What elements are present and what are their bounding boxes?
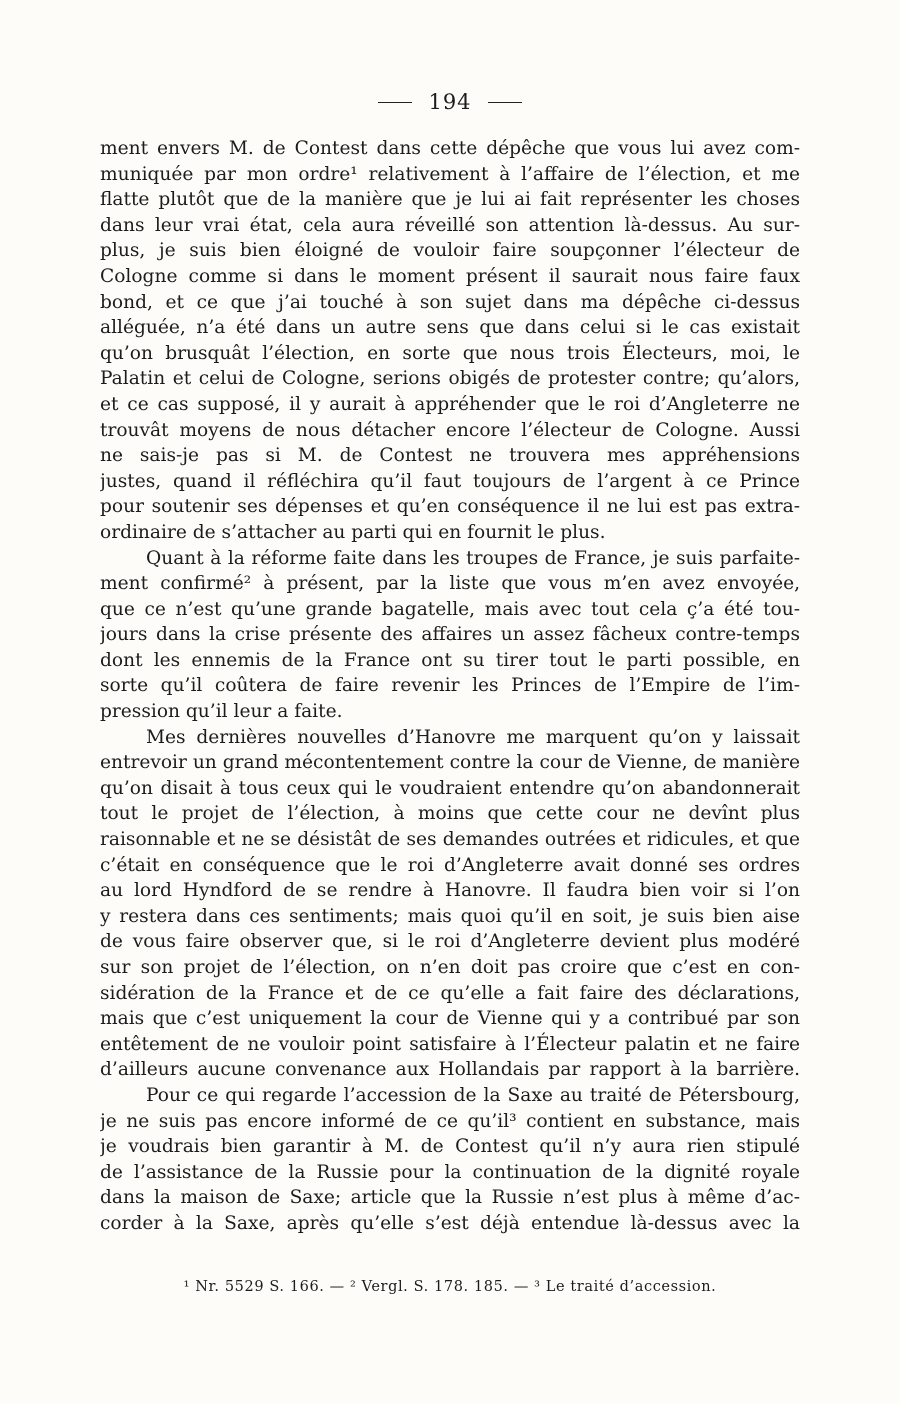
text-line: qu’on disait à tous ceux qui le voudraient entendre qu’on abandonnerait (100, 777, 800, 799)
page-number: 194 (428, 90, 472, 114)
text-line: c’était en conséquence que le roi d’Angleterre avait donné ses ordres (100, 854, 800, 876)
text-line: entrevoir un grand mécontentement contre la cour de Vienne, de manière (100, 752, 800, 774)
text-line: dans la maison de Saxe; article que la Russie n’est plus à même d’ac- (100, 1187, 800, 1209)
text-line: alléguée, n’a été dans un autre sens que dans celui si le cas existait (100, 317, 800, 339)
text-line: que ce n’est qu’une grande bagatelle, mais avec tout cela ç’a été tou- (100, 598, 800, 620)
text-line: au lord Hyndford de se rendre à Hanovre. Il faudra bien voir si l’on (100, 880, 800, 902)
text-line: qu’on brusquât l’élection, en sorte que nous trois Électeurs, moi, le (100, 342, 800, 364)
text-line: justes, quand il réfléchira qu’il faut toujours de l’argent à ce Prince (100, 470, 800, 492)
text-line: tout le projet de l’élection, à moins que cette cour ne devînt plus (100, 803, 800, 825)
text-line: de vous faire observer que, si le roi d’Angleterre devient plus modéré (100, 931, 800, 953)
text-line: dont les ennemis de la France ont su tirer tout le parti possible, en (100, 649, 800, 671)
text-line: bond, et ce que j’ai touché à son sujet dans ma dépêche ci-dessus (100, 291, 800, 313)
text-line: d’ailleurs aucune convenance aux Hollandais par rapport à la barrière. (100, 1059, 800, 1081)
text-line: raisonnable et ne se désistât de ses demandes outrées et ridicules, et que (100, 829, 800, 851)
text-line: je voudrais bien garantir à M. de Contest qu’il n’y aura rien stipulé (100, 1136, 800, 1158)
text-line: de l’assistance de la Russie pour la continuation de la dignité royale (100, 1161, 800, 1183)
text-line: muniquée par mon ordre¹ relativement à l’affaire de l’élection, et me (100, 163, 800, 185)
text-line: sorte qu’il coûtera de faire revenir les Princes de l’Empire de l’im- (100, 675, 800, 697)
text-line: plus, je suis bien éloigné de vouloir faire soupçonner l’électeur de (100, 240, 800, 262)
text-line: entêtement de ne vouloir point satisfaire à l’Électeur palatin et ne faire (100, 1033, 800, 1055)
body-text (100, 136, 800, 1237)
text-line: ordinaire de s’attacher au parti qui en fournit le plus. (100, 521, 606, 543)
page-header (0, 90, 900, 114)
text-line: flatte plutôt que de la manière que je lui ai fait représenter les choses (100, 189, 800, 211)
text-line: ment confirmé² à présent, par la liste que vous m’en avez envoyée, (100, 573, 800, 595)
text-line: jours dans la crise présente des affaires un assez fâcheux contre-temps (100, 624, 800, 646)
text-line: et ce cas supposé, il y aurait à appréhender que le roi d’Angleterre ne (100, 393, 800, 415)
text-line: Pour ce qui regarde l’accession de la Saxe au traité de Pétersbourg, (146, 1084, 800, 1106)
footnotes: ¹ Nr. 5529 S. 166. — ² Vergl. S. 178. 185. — ³ Le traité d’accession. (183, 1279, 717, 1295)
text-line: sur son projet de l’élection, on n’en doit pas croire que c’est en con- (100, 957, 800, 978)
text-line: Palatin et celui de Cologne, serions obigés de protester contre; qu’alors, (100, 368, 800, 390)
text-line: Mes dernières nouvelles d’Hanovre me marquent qu’on y laissait (146, 726, 800, 748)
text-line: ment envers M. de Contest dans cette dépêche que vous lui avez com- (100, 138, 800, 159)
text-line: pression qu’il leur a faite. (100, 701, 343, 723)
header-rule-right (488, 102, 522, 103)
text-line: dans leur vrai état, cela aura réveillé son attention là-dessus. Au sur- (100, 214, 800, 236)
text-line: je ne suis pas encore informé de ce qu’il³ contient en substance, mais (100, 1110, 800, 1132)
text-line: ne sais-je pas si M. de Contest ne trouvera mes appréhensions (100, 445, 800, 467)
text-line: trouvât moyens de nous détacher encore l’électeur de Cologne. Aussi (100, 419, 800, 441)
text-line: mais que c’est uniquement la cour de Vienne qui y a contribué par son (100, 1008, 800, 1030)
text-line: y restera dans ces sentiments; mais quoi qu’il en soit, je suis bien aise (100, 905, 800, 927)
text-line: Cologne comme si dans le moment présent il saurait nous faire faux (100, 265, 800, 287)
text-line: sidération de la France et de ce qu’elle a fait faire des déclarations, (100, 982, 800, 1004)
text-line: pour soutenir ses dépenses et qu’en conséquence il ne lui est pas extra- (100, 496, 800, 518)
text-line: corder à la Saxe, après qu’elle s’est déjà entendue là-dessus avec la (100, 1212, 800, 1234)
header-rule-left (378, 102, 412, 103)
text-line: Quant à la réforme faite dans les troupes de France, je suis parfaite- (146, 547, 800, 569)
